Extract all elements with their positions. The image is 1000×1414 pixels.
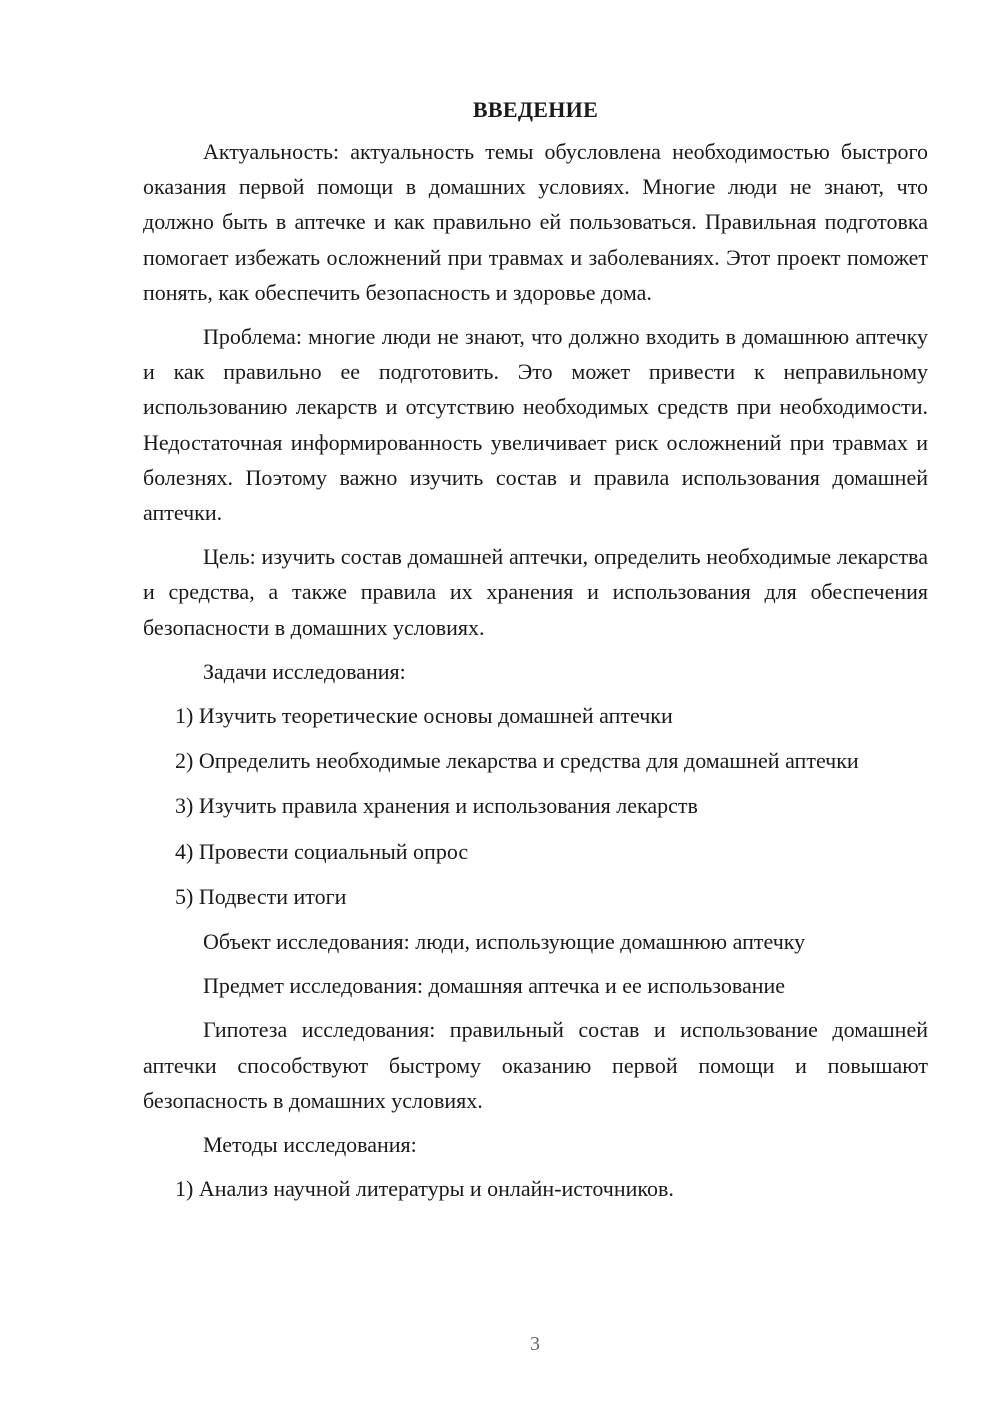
method-item-1: 1) Анализ научной литературы и онлайн-источников. (175, 1176, 674, 1202)
goal-paragraph: Цель: изучить состав домашней аптечки, определить необходимые лекарства и средства, а также правила их хранения и использования для обеспечения безопасности в домашних условиях. (143, 544, 928, 640)
methods-heading: Методы исследования: (203, 1132, 417, 1158)
page-content (143, 92, 928, 1216)
object-paragraph: Объект исследования: люди, использующие домашнюю аптечку (203, 929, 806, 955)
subject-paragraph: Предмет исследования: домашняя аптечка и ее использование (203, 973, 786, 999)
task-item-4: 4) Провести социальный опрос (175, 838, 469, 864)
section-title: ВВЕДЕНИЕ (472, 97, 599, 122)
relevance-paragraph: Актуальность: актуальность темы обусловлена необходимостью быстрого оказания первой помощи в домашних условиях. Многие люди не знают, что должно быть в аптечке и как правильно ей пользоваться. Правильная подготовка помогает избежать осложнений при травмах и заболеваниях. Этот проект поможет понять, как обеспечить безопасность и здоровье дома. (143, 139, 928, 305)
problem-paragraph: Проблема: многие люди не знают, что должно входить в домашнюю аптечку и как правильно ее подготовить. Это может привести к неправильному использованию лекарств и отсутствию необходимых средств при необходимости. Недостаточная информированность увеличивает риск осложнений при травмах и болезнях. Поэтому важно изучить состав и правила использования домашней аптечки. (143, 324, 928, 526)
task-item-2: 2) Определить необходимые лекарства и средства для домашней аптечки (175, 748, 859, 774)
task-item-3: 3) Изучить правила хранения и использования лекарств (175, 793, 698, 819)
task-item-1: 1) Изучить теоретические основы домашней аптечки (175, 703, 673, 729)
page-number: 3 (530, 1333, 540, 1355)
tasks-heading: Задачи исследования: (203, 658, 406, 684)
task-item-5: 5) Подвести итоги (175, 883, 347, 909)
hypothesis-paragraph: Гипотеза исследования: правильный состав и использование домашней аптечки способствуют быстрому оказанию первой помощи и повышают безопасность в домашних условиях. (143, 1017, 928, 1113)
